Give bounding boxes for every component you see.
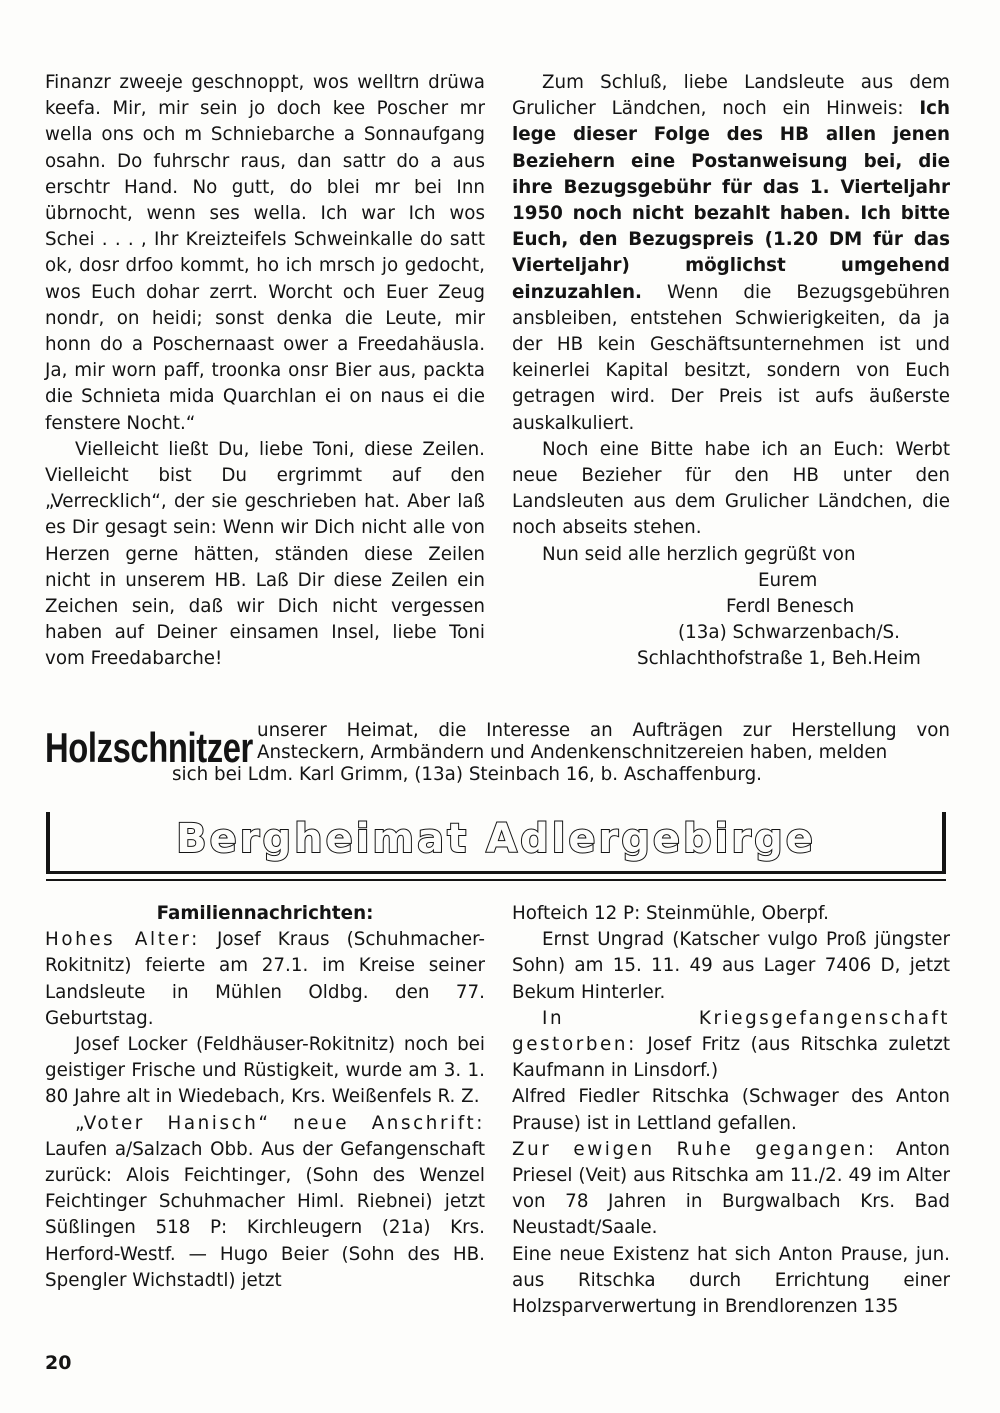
paragraph: Josef Locker (Feldhäuser-Rokitnitz) noch bei geistiger Frische und Rüstigkeit, wurde am 3. 1. 80 Jahre alt in Wiedebach, Krs. Weißenfels R. Z. [45,1034,485,1108]
signature-name: Ferdl Benesch [726,596,855,618]
notice-rest: Wenn die Bezugsgebühren ansbleiben, entstehen Schwierigkeiten, da ja der HB kein Geschäftsunternehmen ist und keinerlei Kapital besitzt, sondern von Euch getragen wird. Der Preis ist aufs äußerste auskalkuliert. [512,281,951,434]
paragraph: Eine neue Existenz hat sich Anton Prause, jun. aus Ritschka durch Errichtung einer Holzsparverwertung in Brendlorenzen 135 [512,1243,950,1318]
paragraph: Alfred Fiedler Ritschka (Schwager des Anton Prause) ist in Lettland gefallen. [512,1086,950,1134]
label-spaced: In Kriegsgefangenschaft gestorben: [512,1007,950,1056]
page-number: 20 [45,1352,72,1374]
banner-rule [46,879,946,881]
banner-title: Bergheimat Adlergebirge [176,816,816,862]
paragraph: In Kriegsgefangenschaft gestorben: Josef Fritz (aus Ritschka zuletzt Kaufmann in Linsdorf.) [512,1007,951,1082]
ad-text: unserer Heimat, die Interesse an Aufträgen zur Herstellung von Ansteckern, Armbändern und Andenkenschnitzereien haben, melden [257,720,950,763]
paragraph: Vielleicht ließt Du, liebe Toni, diese Zeilen. Vielleicht bist Du ergrimmt auf den „Verrecklich“, der sie geschrieben hat. Aber laß es Dir gesagt sein: Wenn wir Dich nicht alle von Herzen gerne hätten, ständen diese Zeilen nicht in unserem HB. Laß Dir diese Zeilen ein Zeichen sein, daß wir Dich nicht vergessen haben auf Deiner einsamen Insel, liebe Toni vom Freedabarche! [45,438,485,670]
signature-line: Eurem [758,569,818,591]
section-heading: Familiennachrichten: [156,903,374,924]
ad-keyword: Holzschnitzer [45,724,253,771]
column-right-bottom [512,901,950,1320]
column-right-top [512,70,950,673]
paragraph: Finanzr zweeje geschnoppt, wos welltrn drüwa keefa. Mir, mir sein jo doch kee Poscher mr wella ons och m Schniebarche a Sonnaufgang osahn. Do fuhrschr raus, dan sattr do a aus erschtr Hand. No gutt, do blei mr bei Inn übrnocht, wenn ses wella. Ich war Ich wos Schei . . . , Ihr Kreizteifels Schweinkalle do satt ok, dosr drfoo kommt, ho ich mrsch jo gedocht, wos Euch dohar zerrt. Worcht och Euer Zeug nondr, on heidi; sonst denka die Leute, mir honn do a Poschernaast ower a Freedahäusla. Ja, mir worn paff, troonka onsr Bier aus, packta die Schnieta mida Quarchlan ei on naus ei die fenstere Nocht.“ [45,72,485,434]
paragraph: Noch eine Bitte habe ich an Euch: Werbt neue Bezieher für den HB unter den Landsleuten aus dem Grulicher Ländchen, die noch abseits stehen. [512,438,950,539]
label-spaced: „Voter Hanisch“ neue Anschrift: [75,1112,485,1134]
paragraph: Hofteich 12 P: Steinmühle, Oberpf. [512,903,829,924]
paragraph: Hohes Alter: Josef Kraus (Schuhmacher-Rokitnitz) feierte am 27.1. im Kreise seiner Landsleute in Mühlen Oldbg. den 77. Geburtstag. [45,929,486,1029]
paragraph: Zur ewigen Ruhe gegangen: Anton Priesel (Veit) aus Ritschka am 11./2. 49 im Alter von 78 Jahren in Burgwalbach Krs. Bad Neustadt/Saale. [512,1138,951,1239]
greeting: Nun seid alle herzlich gegrüßt von [542,543,856,565]
column-left-bottom [45,901,485,1294]
subscription-notice [512,70,950,437]
notice-bold: Ich lege dieser Folge des HB allen jenen Beziehern eine Postanweisung bei, die ihre Bezugsgebühr für das 1. Vierteljahr 1950 noch nicht bezahlt haben. Ich bitte Euch, den Bezugspreis (1.20 DM für das Vierteljahr) möglichst umgehend einzuzahlen. [512,98,950,303]
ad-contact: sich bei Ldm. Karl Grimm, (13a) Steinbach 16, b. Aschaffenburg. [172,764,762,785]
section-banner [46,812,946,874]
notice-intro: Zum Schluß, liebe Landsleute aus dem Grulicher Ländchen, noch ein Hinweis: [512,72,950,120]
column-left-top [45,70,485,673]
signature-street: Schlachthofstraße 1, Beh.Heim [637,648,921,670]
signature-address: (13a) Schwarzenbach/S. [678,622,900,644]
paragraph: Ernst Ungrad (Katscher vulgo Proß jüngster Sohn) am 15. 11. 49 aus Lager 7406 D, jetzt Bekum Hinterler. [512,929,950,1003]
label-spaced: Hohes Alter: [45,929,200,951]
label-spaced: Zur ewigen Ruhe gegangen: [512,1138,877,1160]
paragraph: „Voter Hanisch“ neue Anschrift: Laufen a/Salzach Obb. Aus der Gefangenschaft zurück: Alois Feichtinger, (Sohn des Wenzel Feichtinger Schuhmacher Himl. Riebnei) jetzt Süßlingen 518 P: Kirchleugern (21a) Krs. Herford-Westf. — Hugo Beier (Sohn des HB. Spengler Wichstadtl) jetzt [45,1112,485,1291]
